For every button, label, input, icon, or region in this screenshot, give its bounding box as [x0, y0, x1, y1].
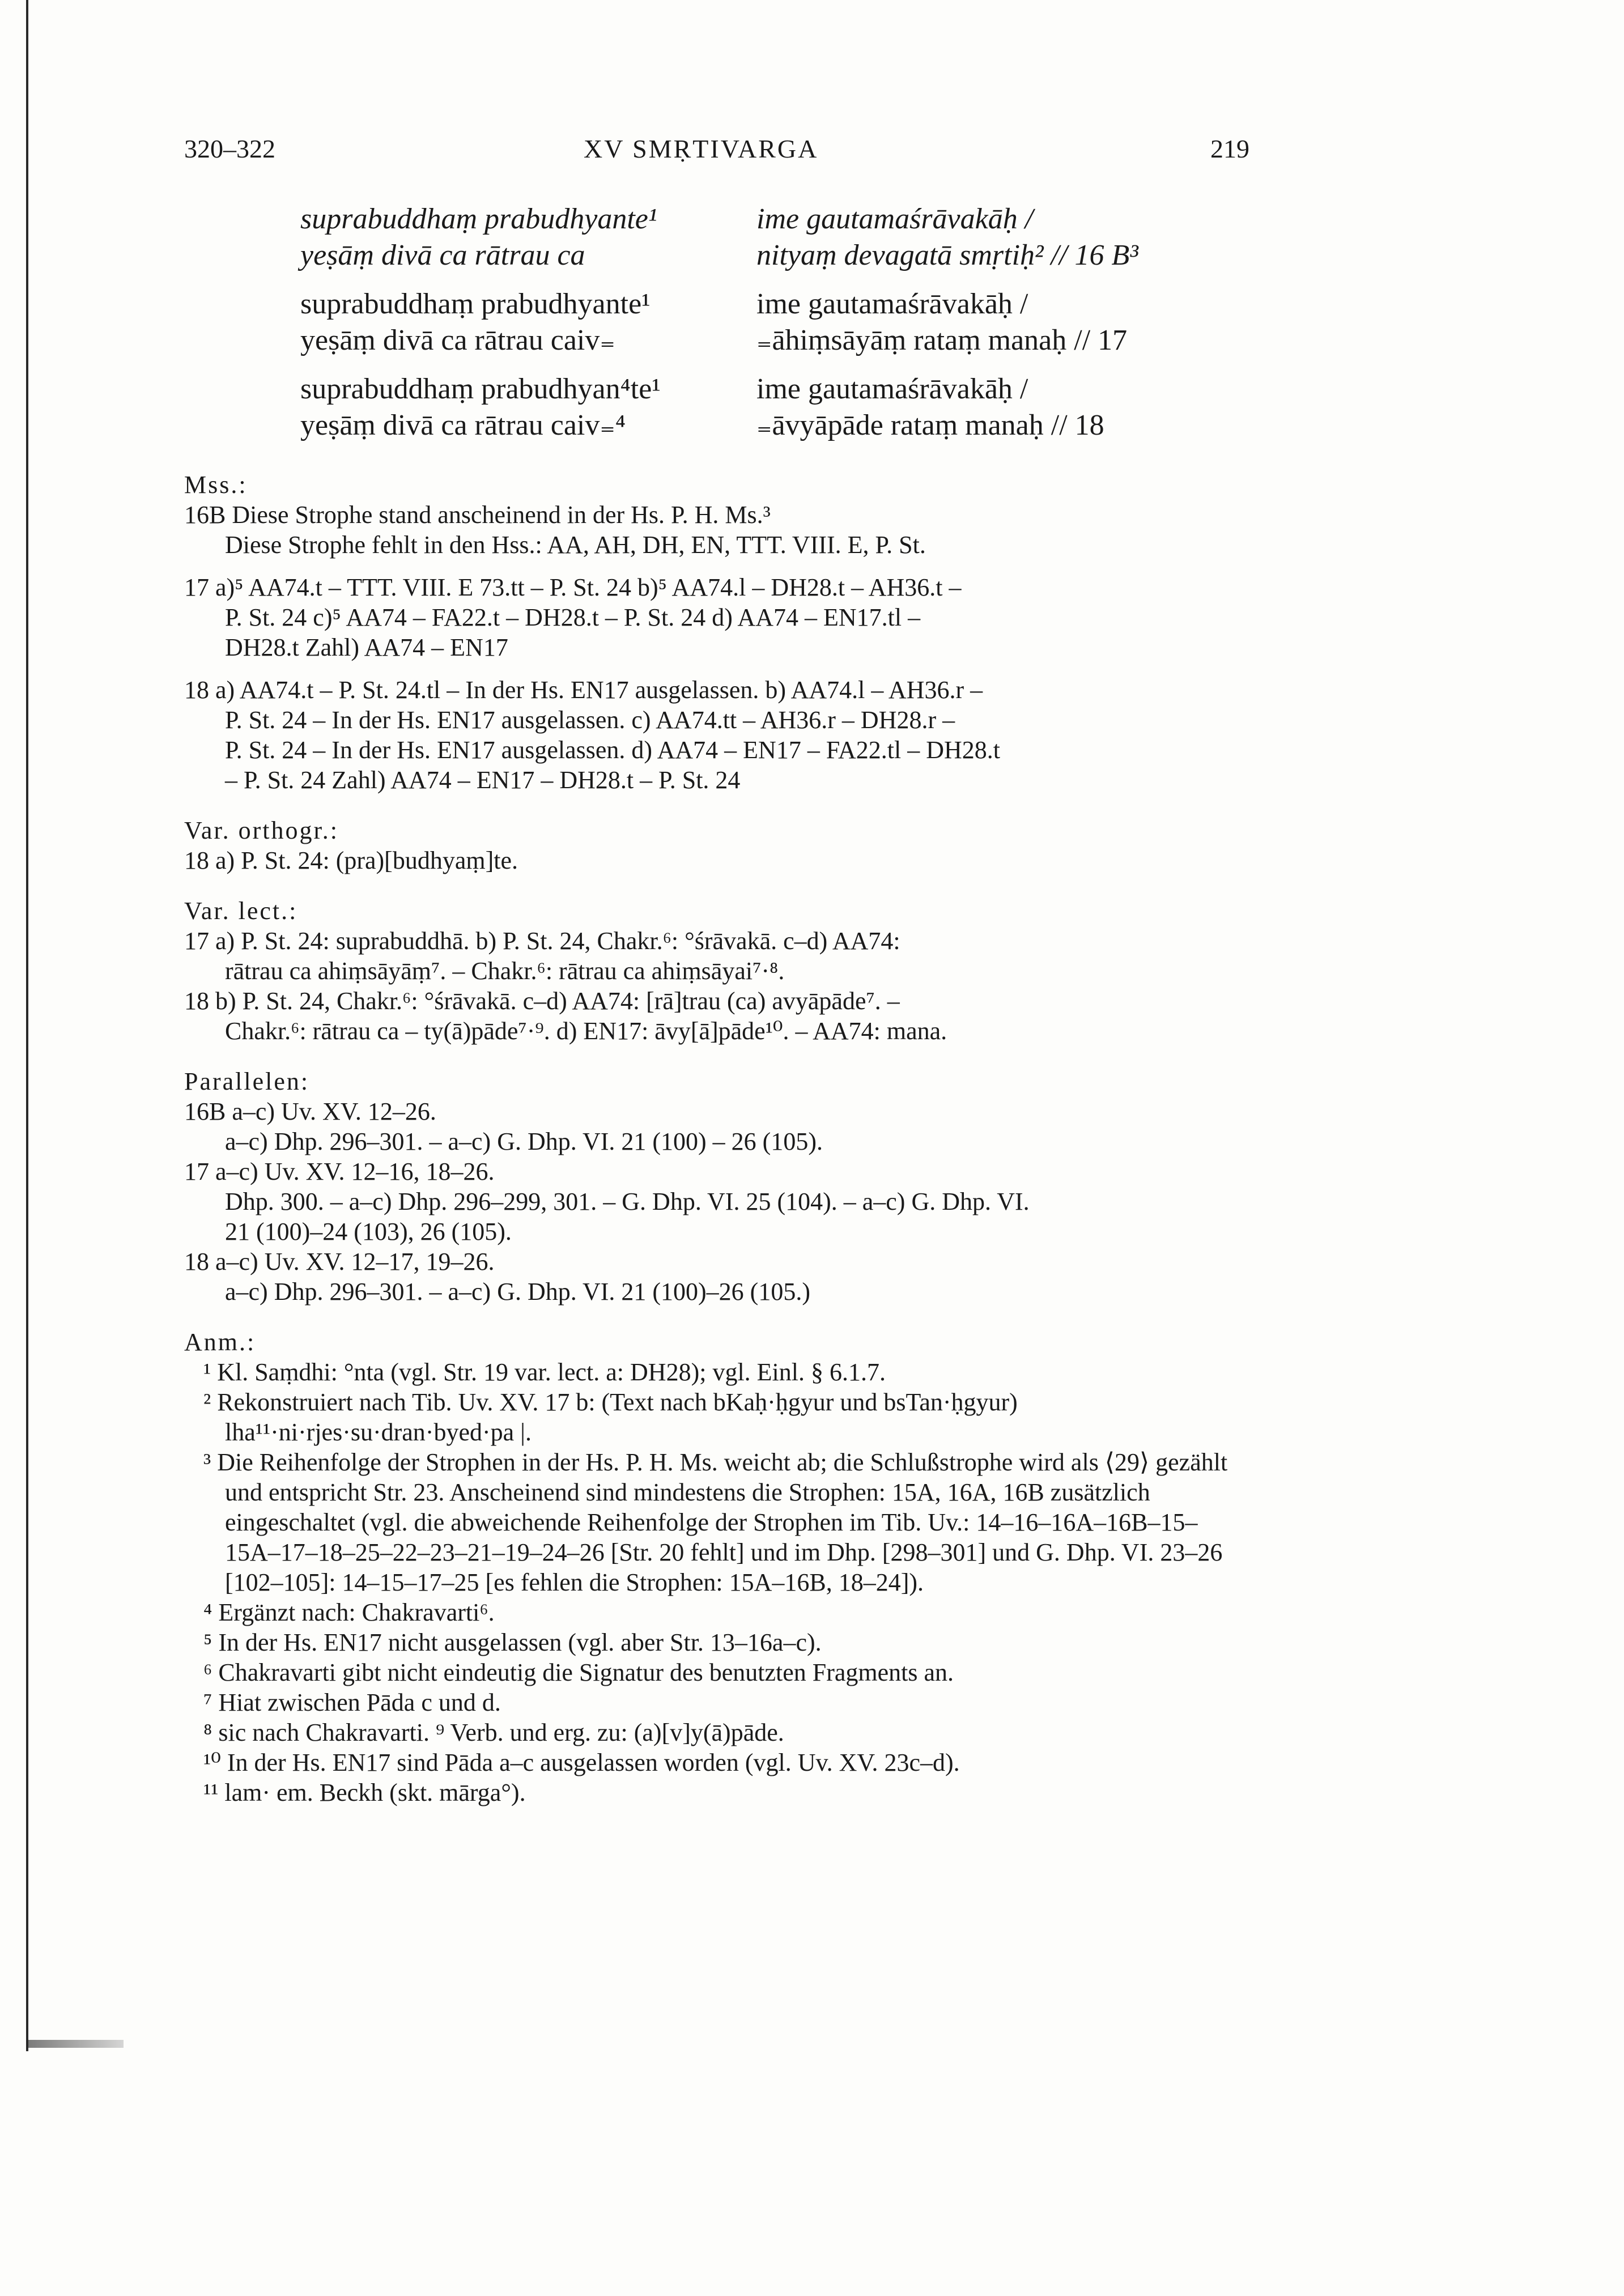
apparatus-line: 18 a) AA74.t – P. St. 24.tl – In der Hs. EN17 ausgelassen. b) AA74.l – AH36.r –	[184, 676, 983, 704]
apparatus-line: – P. St. 24 Zahl) AA74 – EN17 – DH28.t – P. St. 24	[225, 766, 741, 794]
verse-16b	[300, 201, 1264, 274]
apparatus-line: 17 a) P. St. 24: suprabuddhā. b) P. St. 24, Chakr.⁶: °śrāvakā. c–d) AA74:	[184, 927, 900, 955]
apparatus-line: 21 (100)–24 (103), 26 (105).	[225, 1218, 512, 1245]
apparatus-line: P. St. 24 c)⁵ AA74 – FA22.t – DH28.t – P. St. 24 d) AA74 – EN17.tl –	[225, 603, 921, 631]
apparatus-line: rātrau ca ahiṃsāyāṃ⁷. – Chakr.⁶: rātrau ca ahiṃsāyai⁷·⁸.	[225, 957, 785, 985]
apparatus-line: a–c) Dhp. 296–301. – a–c) G. Dhp. VI. 21 (100)–26 (105.)	[225, 1278, 810, 1306]
apparatus-line: P. St. 24 – In der Hs. EN17 ausgelassen. c) AA74.tt – AH36.r – DH28.r –	[225, 706, 955, 734]
scan-smudge	[27, 2040, 124, 2048]
header-title: XV SMṚTIVARGA	[584, 134, 819, 163]
footnote: ¹¹ lam· em. Beckh (skt. mārga°).	[203, 1779, 526, 1806]
footnote: ⁷ Hiat zwischen Pāda c und d.	[203, 1689, 501, 1716]
scan-edge-line	[26, 0, 28, 2051]
apparatus-line: 16B a–c) Uv. XV. 12–26.	[184, 1098, 436, 1125]
apparatus-line: Chakr.⁶: rātrau ca – ty(ā)pāde⁷·⁹. d) EN17: āvy[ā]pāde¹⁰. – AA74: mana.	[225, 1017, 947, 1045]
mss-heading: Mss.:	[184, 471, 248, 499]
footnote: ⁵ In der Hs. EN17 nicht ausgelassen (vgl. aber Str. 13–16a–c).	[203, 1629, 822, 1656]
var-orthogr-heading: Var. orthogr.:	[184, 817, 339, 844]
apparatus-line: Dhp. 300. – a–c) Dhp. 296–299, 301. – G. Dhp. VI. 25 (104). – a–c) G. Dhp. VI.	[225, 1188, 1030, 1215]
apparatus-line: a–c) Dhp. 296–301. – a–c) G. Dhp. VI. 21 (100) – 26 (105).	[225, 1128, 823, 1155]
anm-heading: Anm.:	[184, 1328, 256, 1356]
parallelen-heading: Parallelen:	[184, 1068, 310, 1095]
footnote: ³ Die Reihenfolge der Strophen in der Hs. P. H. Ms. weicht ab; die Schlußstrophe wird als ⟨29⟩ gezählt und entspricht Str. 23. Anscheinend sind mindestens die Strophen: 15A, 16A, 16B zusätzlich eingeschaltet (vgl. die abweichende Reihenfolge der Strophen im Tib. Uv.: 14–16–16A–16B–15–15A–17–18–25–22–23–21–19–24–26 [Str. 20 fehlt] und im Dhp. [298–301] und G. Dhp. VI. 23–26 [102–105]: 14–15–17–25 [es fehlen die Strophen: 15A–16B, 18–24]).	[203, 1448, 1228, 1596]
footnote: ² Rekonstruiert nach Tib. Uv. XV. 17 b: (Text nach bKaḥ·ḥgyur und bsTan·ḥgyur) lha¹¹·ni·rjes·su·dran·byed·pa |.	[203, 1388, 1018, 1446]
verse-line: yeṣāṃ divā ca rātrau caiv₌ ₌āhiṃsāyāṃ rataṃ manaḥ // 17	[300, 324, 1128, 356]
header-range: 320–322	[184, 134, 275, 163]
apparatus-line: DH28.t Zahl) AA74 – EN17	[225, 633, 508, 661]
footnote: ⁴ Ergänzt nach: Chakravarti⁶.	[203, 1598, 495, 1626]
apparatus-line: 18 a–c) Uv. XV. 12–17, 19–26.	[184, 1248, 495, 1275]
verse-line: suprabuddhaṃ prabudhyante¹ ime gautamaśrāvakāḥ /	[300, 288, 1028, 320]
footnote: ¹⁰ In der Hs. EN17 sind Pāda a–c ausgelassen worden (vgl. Uv. XV. 23c–d).	[203, 1749, 960, 1776]
running-header	[184, 134, 1249, 168]
var-lect-heading: Var. lect.:	[184, 897, 298, 925]
footnote: ⁶ Chakravarti gibt nicht eindeutig die Signatur des benutzten Fragments an.	[203, 1659, 954, 1686]
footnote: ⁸ sic nach Chakravarti. ⁹ Verb. und erg. zu: (a)[v]y(ā)pāde.	[203, 1719, 784, 1746]
apparatus-line: 18 a) P. St. 24: (pra)[budhyaṃ]te.	[184, 847, 518, 874]
apparatus-line: 16B Diese Strophe stand anscheinend in der Hs. P. H. Ms.³	[184, 501, 771, 529]
footnote: ¹ Kl. Saṃdhi: °nta (vgl. Str. 19 var. lect. a: DH28); vgl. Einl. § 6.1.7.	[203, 1358, 886, 1386]
apparatus-line: 17 a–c) Uv. XV. 12–16, 18–26.	[184, 1158, 495, 1185]
apparatus-line: P. St. 24 – In der Hs. EN17 ausgelassen. d) AA74 – EN17 – FA22.tl – DH28.t	[225, 736, 1001, 764]
apparatus-line: 18 b) P. St. 24, Chakr.⁶: °śrāvakā. c–d) AA74: [rā]trau (ca) avyāpāde⁷. –	[184, 987, 900, 1015]
apparatus	[184, 462, 1249, 1808]
verse-line: suprabuddhaṃ prabudhyan⁴te¹ ime gautamaśrāvakāḥ /	[300, 373, 1028, 405]
page-number: 219	[1210, 134, 1249, 163]
verse-line: yeṣāṃ divā ca rātrau ca nityaṃ devagatā smṛtiḥ² // 16 B³	[300, 239, 1138, 271]
verse-line: yeṣāṃ divā ca rātrau caiv₌⁴ ₌āvyāpāde rataṃ manaḥ // 18	[300, 409, 1104, 441]
verse-line: suprabuddhaṃ prabudhyante¹ ime gautamaśrāvakāḥ /	[300, 203, 1034, 235]
apparatus-line: Diese Strophe fehlt in den Hss.: AA, AH, DH, EN, TTT. VIII. E, P. St.	[225, 531, 926, 559]
verse-17	[300, 286, 1264, 359]
verse-18	[300, 371, 1264, 444]
apparatus-line: 17 a)⁵ AA74.t – TTT. VIII. E 73.tt – P. St. 24 b)⁵ AA74.l – DH28.t – AH36.t –	[184, 573, 962, 601]
